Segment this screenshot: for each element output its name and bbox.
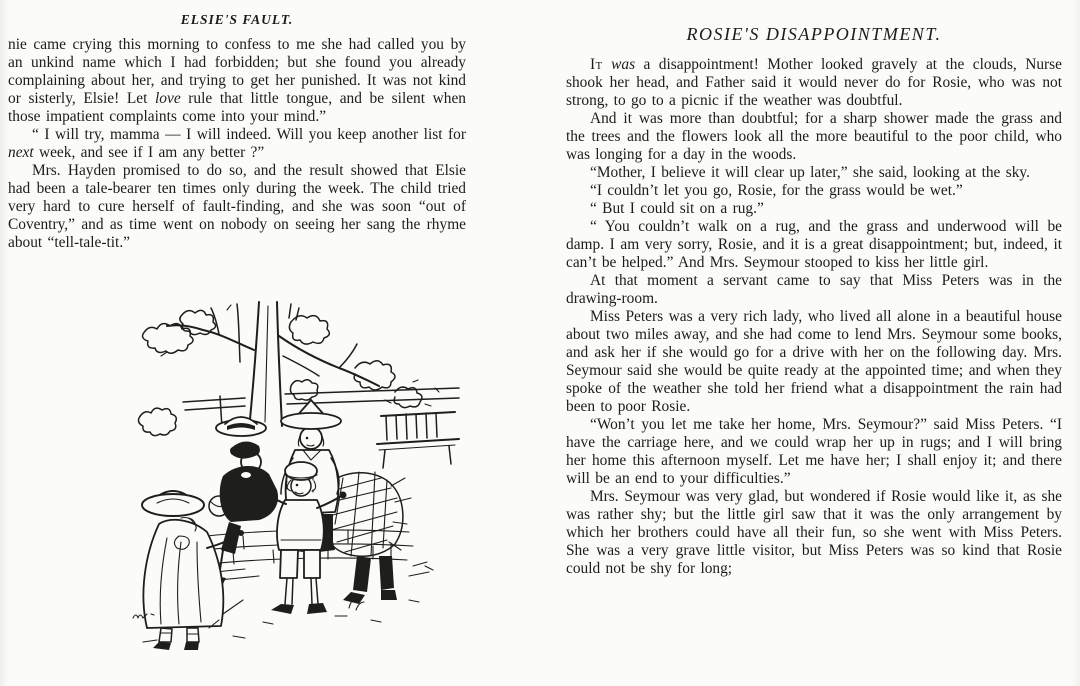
illustration-children-under-tree bbox=[123, 298, 465, 668]
page-right-text bbox=[566, 56, 1062, 578]
paragraph: “Mother, I believe it will clear up later,” she said, looking at the sky. bbox=[590, 164, 1030, 181]
paragraph: At that moment a servant came to say that Miss Peters was in the drawing-room. bbox=[566, 272, 1062, 307]
scan-edge-shadow-right bbox=[1072, 0, 1080, 686]
tree-trunk bbox=[237, 302, 299, 430]
paragraph: Mrs. Hayden promised to do so, and the result showed that Elsie had been a tale-bearer ten times only during the week. The child tried very hard to cure herself of fault-finding, and she was soon “out of Coventry,” and as time went on nobody on seeing her sang the rhyme about “tell-tale-tit.” bbox=[8, 162, 466, 251]
paragraph: nie came crying this morning to confess to me she had called you by an unkind name which I had forbidden; but she found you already complaining about her, and trying to get her punished. It was not kind or sisterly, Elsie! Let love rule that little tongue, and be silent when those impatient complaints come into your mind.” bbox=[8, 36, 466, 125]
page-left-text bbox=[8, 36, 466, 252]
paragraph: “ You couldn’t walk on a rug, and the grass and underwood will be damp. I am very sorry, Rosie, and it is a great disappointment; but, indeed, it can’t be helped.” And Mrs. Seymour stooped to kiss her little girl. bbox=[566, 218, 1062, 271]
paragraph: “ But I could sit on a rug.” bbox=[590, 200, 764, 217]
tree-branches bbox=[167, 308, 379, 386]
paragraph: And it was more than doubtful; for a sharp shower made the grass and the trees and the flowers look all the more beautiful to the poor child, who was longing for a day in the woods. bbox=[566, 110, 1062, 163]
scan-edge-shadow-left bbox=[0, 0, 8, 686]
paragraph: It was a disappointment! Mother looked gravely at the clouds, Nurse shook her head, and Father said it would never do for Rosie, who was not strong, to go to a picnic if the weather was doubtful. bbox=[566, 56, 1062, 109]
illustration-svg bbox=[123, 298, 465, 668]
bench bbox=[377, 412, 459, 468]
paragraph: “I couldn’t let you go, Rosie, for the grass would be wet.” bbox=[590, 182, 963, 199]
page-left-running-head: ELSIE'S FAULT. bbox=[180, 12, 294, 27]
paragraph: “ I will try, mamma — I will indeed. Will you keep another list for next week, and see if I am any better ?” bbox=[8, 126, 466, 161]
child-flat-hat bbox=[216, 417, 266, 436]
paragraph: Mrs. Seymour was very glad, but wondered if Rosie would like it, as she was rather shy; but the little girl saw that it was the only arrangement by which her brothers could have all their fun, so she went with Miss Peters. She was a very grave little visitor, but Miss Peters was so kind that Rosie could not be shy for long; bbox=[566, 488, 1062, 577]
paragraph: Miss Peters was a very rich lady, who lived all alone in a beautiful house about two miles away, and she had come to lend Mrs. Seymour some books, and ask her if she would go for a drive with her on the following day. Mrs. Seymour said she would be quite ready at the appointed time; and when they spoke of the weather she told her friend what a disappointment the rain had been to poor Rosie. bbox=[566, 308, 1062, 415]
paragraph: “Won’t you let me take her home, Mrs. Seymour?” said Miss Peters. “I have the carriage here, and we could wrap her up in rugs; and I will bring her home this afternoon myself. Let me have her; I shall enjoy it; and there will be an end to your difficulties.” bbox=[566, 416, 1062, 487]
page-right-running-head: ROSIE'S DISAPPOINTMENT. bbox=[686, 24, 942, 44]
